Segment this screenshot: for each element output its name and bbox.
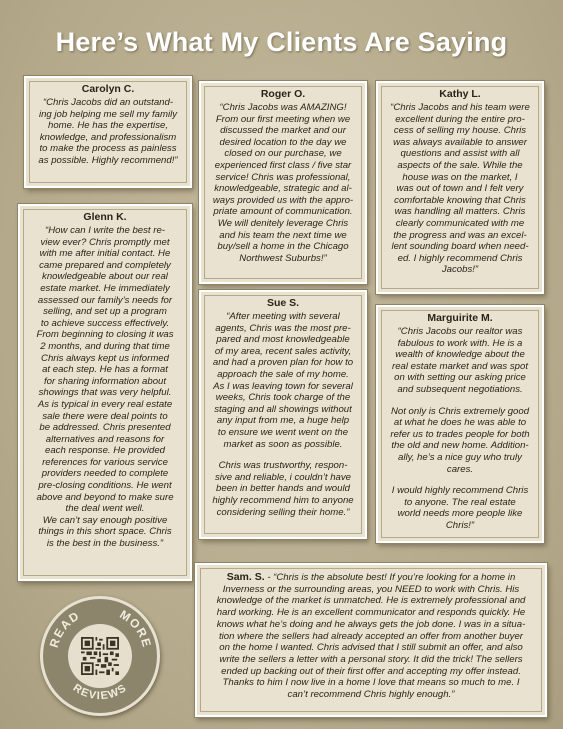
reviewer-name: Carolyn C. <box>81 83 135 95</box>
reviewer-name: Sam. S. <box>226 571 265 583</box>
reviewer-name: Glenn K. <box>83 211 127 223</box>
reviewer-name: Kathy L. <box>439 88 481 100</box>
review-text: “Chris Jacobs did an outstand- ing job helping me sell my family home. He has the expertise, knowledge, and professionalism to make the process as painless as possible. Highly recommend!” <box>38 97 178 166</box>
testimonial-card-glenn <box>18 204 192 581</box>
review-text: “Chris Jacobs was AMAZING! From our first meeting when we discussed the market and our desired location to the day we closed on our purchase, we experienced first class / five star service! Chris was professional, knowledgeable, strategic and al- ways provided us with the appro- priate amount of communication. We will denitely leverage Chris and his team the next time we buy/sell a home in the Chicago Northwest Suburbs!” <box>212 102 354 264</box>
qr-code-icon[interactable] <box>81 637 119 675</box>
page-title: Here’s What My Clients Are Saying <box>55 27 508 57</box>
testimonial-card-carolyn <box>24 76 192 188</box>
testimonial-card-roger <box>199 81 367 284</box>
testimonial-card-sue <box>199 290 367 539</box>
badge-reviews-text: REVIEWS <box>70 681 130 703</box>
review-text: Chris was trustworthy, respon- sive and reliable, i couldn’t have been in better hands and would highly recommend him to anyone considering selling their home.” <box>212 460 354 518</box>
testimonial-card-sam <box>195 563 547 717</box>
badge-read-text: READ <box>46 608 83 650</box>
paragraph-gap <box>207 450 359 460</box>
review-text: I would highly recommend Chris to anyone. The real estate world needs more people like Chris!” <box>391 485 529 531</box>
review-text: “Chris Jacobs our realtor was fabulous to work with. He is a wealth of knowledge about the real estate market and was spot on with setting our asking price and subsequent negotiations. <box>392 326 528 395</box>
testimonial-card-marguirite <box>376 305 544 543</box>
reviewer-name: Marguirite M. <box>427 312 493 324</box>
reviewer-name: Sue S. <box>266 297 300 309</box>
reviewer-name: Roger O. <box>260 88 306 100</box>
read-more-reviews-badge[interactable] <box>40 596 160 716</box>
review-text: “After meeting with several agents, Chris was the most pre- pared and most knowledgeable of my area, recent sales activity, and had a proven plan for how to approach the sale of my home. As I was leaving town for several weeks, Chris took charge of the staging and all showings without any input from me, a huge help to ensure we went went on the market as soon as possible. <box>212 311 354 450</box>
review-text-block <box>207 572 535 701</box>
paragraph-gap <box>384 475 536 485</box>
review-text: “Chris Jacobs and his team were excellent during the entire pro- cess of selling my house. Chris was always available to answer questions and assist with all aspects of the sale. While the house was on the market, I was out of town and I felt very comfortable knowing that Chris was handling all matters. Chris clearly communicated with me the progress and was an excel- lent sounding board when need- ed. I highly recommend Chris Jacobs!” <box>390 102 530 276</box>
paragraph-gap <box>384 396 536 406</box>
review-text: - “Chris is the absolute best! If you’re looking for a home in Inverness or the surrounding areas, you NEED to work with Chris. His knowledge of the market is unmatched. He is extremely professional and hard working. He is an excellent communicator and responds quickly. He knows what he’s doing and he always gets the job done. I was in a situa- tion where the sellers had already accepted an offer from another buyer on the home I wanted. Chris advised that I still submit an offer, and also write the sellers a letter with a personal story. It did the trick! The sellers ended up backing out of their first offer and accepting my offer instead. Thanks to him I now live in a home I love that means so much to me. I can’t recommend Chris highly enough.” <box>216 572 526 701</box>
badge-more-text: MORE <box>117 607 155 650</box>
review-text: “How can I write the best re- view ever? Chris promptly met with me after initial contact. He came prepared and completely knowledgeable about our real estate market. He immediately assessed our family’s needs for selling, and set up a program to achieve success effectively. From beginning to closing it was 2 months, and during that time Chris always kept us informed at each step. He has a format for sharing information about showings that was very helpful. As is typical in every real estate sale there were deal points to be addressed. Chris presented alternatives and reasons for each response. He provided references for various service providers needed to complete pre-closing conditions. He went above and beyond to make sure the deal went well. We can’t say enough positive things in this short space. Chris is the best in the business.” <box>36 225 174 550</box>
testimonial-card-kathy <box>376 81 544 294</box>
review-text: Not only is Chris extremely good at what he does he was able to refer us to trades people for both the old and new home. Addition- ally, he’s a nice guy who truly cares. <box>390 405 530 475</box>
